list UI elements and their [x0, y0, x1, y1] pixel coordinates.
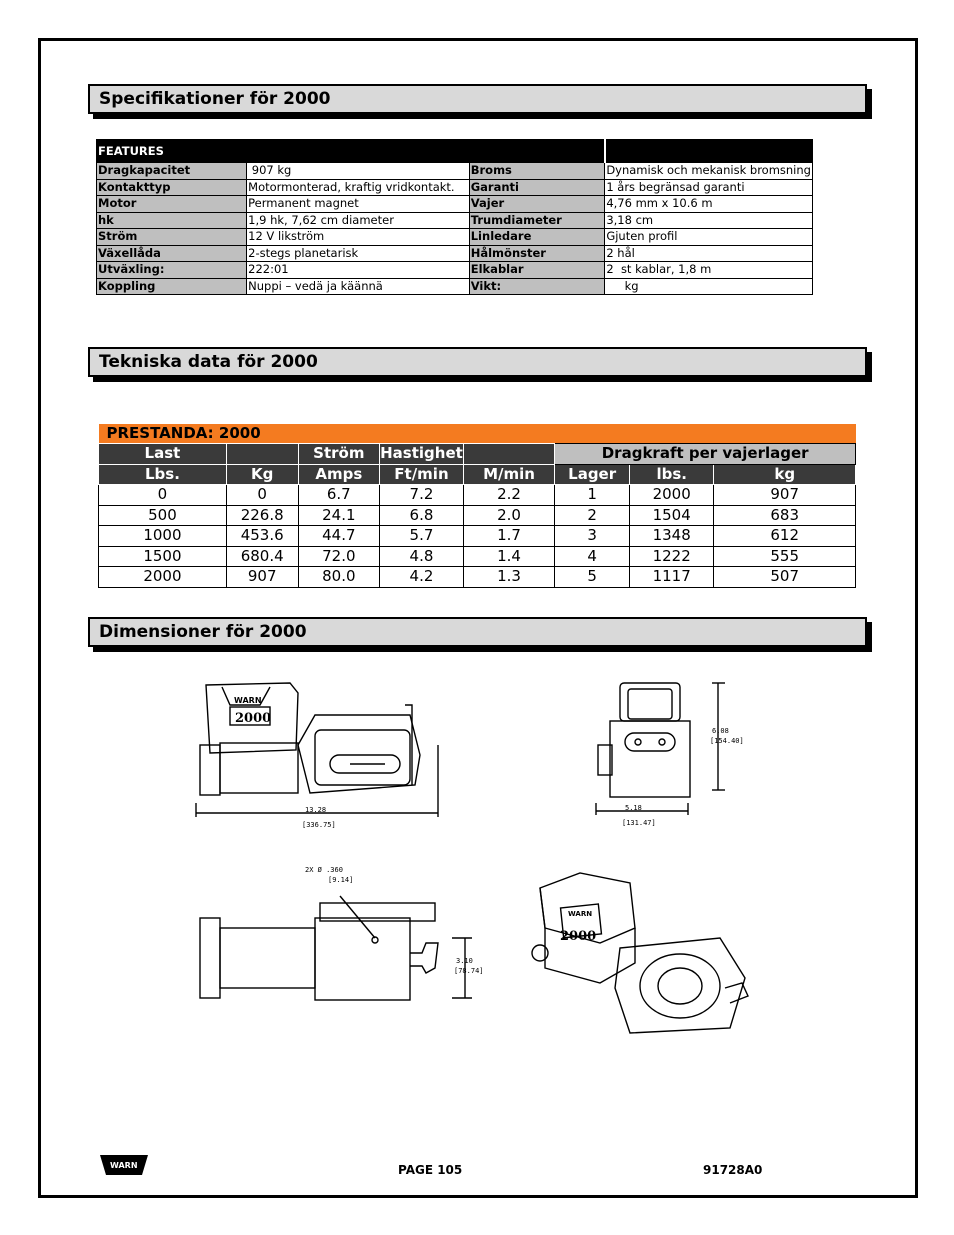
performance-cell-mmin: 1.7 — [463, 526, 555, 547]
spec-label: Utväxling: — [97, 262, 247, 279]
performance-cell-mmin: 2.2 — [463, 485, 555, 506]
performance-cell-lager: 2 — [555, 505, 630, 526]
side-width-mm-label: [131.47] — [622, 819, 656, 827]
front-brand-label: WARN — [234, 696, 262, 705]
performance-cell-mmin: 1.3 — [463, 567, 555, 588]
performance-cell-amps: 44.7 — [298, 526, 380, 547]
performance-cell-kg: 680.4 — [226, 546, 298, 567]
performance-title-row — [99, 424, 856, 444]
performance-cell-kg2: 907 — [714, 485, 856, 506]
col-lager: Lager — [555, 464, 630, 485]
winch-top-view-drawing — [190, 858, 490, 1018]
col-lbs2: lbs. — [629, 464, 713, 485]
spec-value: 2-stegs planetarisk — [247, 245, 470, 262]
performance-cell-ftmin: 7.2 — [380, 485, 464, 506]
spec-header-label: FEATURES — [97, 140, 605, 163]
spec-row — [97, 163, 813, 180]
spec-row — [97, 262, 813, 279]
performance-cell-kg: 226.8 — [226, 505, 298, 526]
section-title: Dimensioner för 2000 — [99, 622, 307, 642]
performance-cell-lager: 3 — [555, 526, 630, 547]
performance-cell-lbs2: 1222 — [629, 546, 713, 567]
performance-cell-ftmin: 5.7 — [380, 526, 464, 547]
spec-value: Permanent magnet — [247, 196, 470, 213]
spec-value: 4,76 mm x 10.6 m — [605, 196, 813, 213]
performance-cell-amps: 6.7 — [298, 485, 380, 506]
performance-head-row-1 — [99, 444, 856, 465]
spec-label: Trumdiameter — [469, 212, 605, 229]
col-strom: Ström — [298, 444, 380, 465]
performance-cell-ftmin: 4.8 — [380, 546, 464, 567]
performance-cell-kg2: 612 — [714, 526, 856, 547]
section-title: Tekniska data för 2000 — [99, 352, 318, 372]
spec-value: Gjuten profil — [605, 229, 813, 246]
spec-label: Kontakttyp — [97, 179, 247, 196]
spec-row — [97, 196, 813, 213]
spec-value: 12 V likström — [247, 229, 470, 246]
performance-cell-lbs: 0 — [99, 485, 227, 506]
front-length-mm-label: [336.75] — [302, 821, 336, 829]
side-height-label: 6.08 — [712, 727, 729, 735]
performance-cell-ftmin: 4.2 — [380, 567, 464, 588]
performance-cell-lbs: 2000 — [99, 567, 227, 588]
performance-table — [98, 424, 856, 588]
performance-head-row-2 — [99, 464, 856, 485]
performance-cell-lbs2: 1117 — [629, 567, 713, 588]
performance-cell-lbs2: 1348 — [629, 526, 713, 547]
spec-row — [97, 179, 813, 196]
spec-value: Motormonterad, kraftig vridkontakt. — [247, 179, 470, 196]
spec-row — [97, 245, 813, 262]
winch-isometric-drawing — [520, 868, 760, 1048]
performance-cell-kg: 907 — [226, 567, 298, 588]
iso-model-label: 2000 — [560, 929, 597, 944]
spec-label: Elkablar — [469, 262, 605, 279]
col-lbs: Lbs. — [99, 464, 227, 485]
performance-cell-mmin: 1.4 — [463, 546, 555, 567]
spec-value: 222:01 — [247, 262, 470, 279]
col-hastighet: Hastighet — [380, 444, 463, 463]
col-ftmin: Ft/min — [380, 464, 464, 485]
performance-cell-kg: 0 — [226, 485, 298, 506]
performance-cell-kg2: 507 — [714, 567, 856, 588]
performance-cell-lbs2: 1504 — [629, 505, 713, 526]
front-model-label: 2000 — [235, 711, 272, 726]
spec-row — [97, 229, 813, 246]
performance-cell-lager: 5 — [555, 567, 630, 588]
spec-label: Vajer — [469, 196, 605, 213]
spec-header-row — [97, 140, 813, 163]
side-height-mm-label: [154.40] — [710, 737, 744, 745]
top-depth-label: 3.10 — [456, 957, 473, 965]
performance-cell-kg2: 555 — [714, 546, 856, 567]
hole-note-label: 2X Ø .360 — [305, 866, 343, 874]
performance-row — [99, 526, 856, 547]
winch-side-view-drawing — [580, 675, 750, 835]
col-kg: Kg — [226, 464, 298, 485]
spec-label: Ström — [97, 229, 247, 246]
spec-label: Motor — [97, 196, 247, 213]
spec-row — [97, 278, 813, 295]
logo-text: WARN — [110, 1161, 138, 1170]
col-dragkraft: Dragkraft per vajerlager — [555, 444, 856, 465]
performance-cell-lbs: 500 — [99, 505, 227, 526]
spec-value: kg — [605, 278, 813, 295]
col-amps: Amps — [298, 464, 380, 485]
performance-cell-kg2: 683 — [714, 505, 856, 526]
section-header-technical-data — [88, 347, 867, 377]
section-header-dimensions — [88, 617, 867, 647]
spec-label: Vikt: — [469, 278, 605, 295]
spec-value: 1 års begränsad garanti — [605, 179, 813, 196]
spec-label: Garanti — [469, 179, 605, 196]
col-kg2: kg — [714, 464, 856, 485]
spec-value: 2 hål — [605, 245, 813, 262]
performance-cell-kg: 453.6 — [226, 526, 298, 547]
page-number: PAGE 105 — [398, 1163, 463, 1177]
spec-row — [97, 212, 813, 229]
performance-cell-ftmin: 6.8 — [380, 505, 464, 526]
performance-cell-amps: 72.0 — [298, 546, 380, 567]
performance-cell-amps: 24.1 — [298, 505, 380, 526]
col-mmin: M/min — [463, 464, 555, 485]
spec-label: Koppling — [97, 278, 247, 295]
performance-cell-lbs: 1500 — [99, 546, 227, 567]
hole-note-mm-label: [9.14] — [328, 876, 354, 884]
performance-cell-amps: 80.0 — [298, 567, 380, 588]
spec-label: Hålmönster — [469, 245, 605, 262]
spec-value: 1,9 hk, 7,62 cm diameter — [247, 212, 470, 229]
performance-row — [99, 485, 856, 506]
performance-cell-lbs2: 2000 — [629, 485, 713, 506]
performance-title: PRESTANDA: 2000 — [99, 424, 856, 444]
performance-row — [99, 546, 856, 567]
spec-label: Växellåda — [97, 245, 247, 262]
performance-row — [99, 567, 856, 588]
spec-label: Dragkapacitet — [97, 163, 247, 180]
top-depth-mm-label: [78.74] — [454, 967, 484, 975]
performance-cell-lager: 4 — [555, 546, 630, 567]
spec-label: hk — [97, 212, 247, 229]
spec-label: Linledare — [469, 229, 605, 246]
spec-value: Dynamisk och mekanisk bromsning — [606, 163, 811, 178]
performance-cell-lbs: 1000 — [99, 526, 227, 547]
document-code: 91728A0 — [703, 1163, 763, 1177]
col-last: Last — [99, 444, 227, 465]
spec-table — [96, 139, 813, 295]
performance-cell-lager: 1 — [555, 485, 630, 506]
performance-row — [99, 505, 856, 526]
spec-value: 2 st kablar, 1,8 m — [605, 262, 813, 279]
warn-logo — [98, 1153, 150, 1177]
spec-value: 907 kg — [247, 163, 470, 180]
performance-cell-mmin: 2.0 — [463, 505, 555, 526]
spec-value: Nuppi – vedä ja käännä — [247, 278, 470, 295]
spec-value: 3,18 cm — [605, 212, 813, 229]
section-title: Specifikationer för 2000 — [99, 89, 331, 109]
iso-brand-label: WARN — [568, 910, 593, 918]
section-header-specifications — [88, 84, 867, 114]
side-width-label: 5.18 — [625, 804, 642, 812]
front-length-label: 13.28 — [305, 806, 327, 814]
spec-label: Broms — [469, 163, 605, 180]
winch-front-view-drawing — [190, 675, 450, 835]
